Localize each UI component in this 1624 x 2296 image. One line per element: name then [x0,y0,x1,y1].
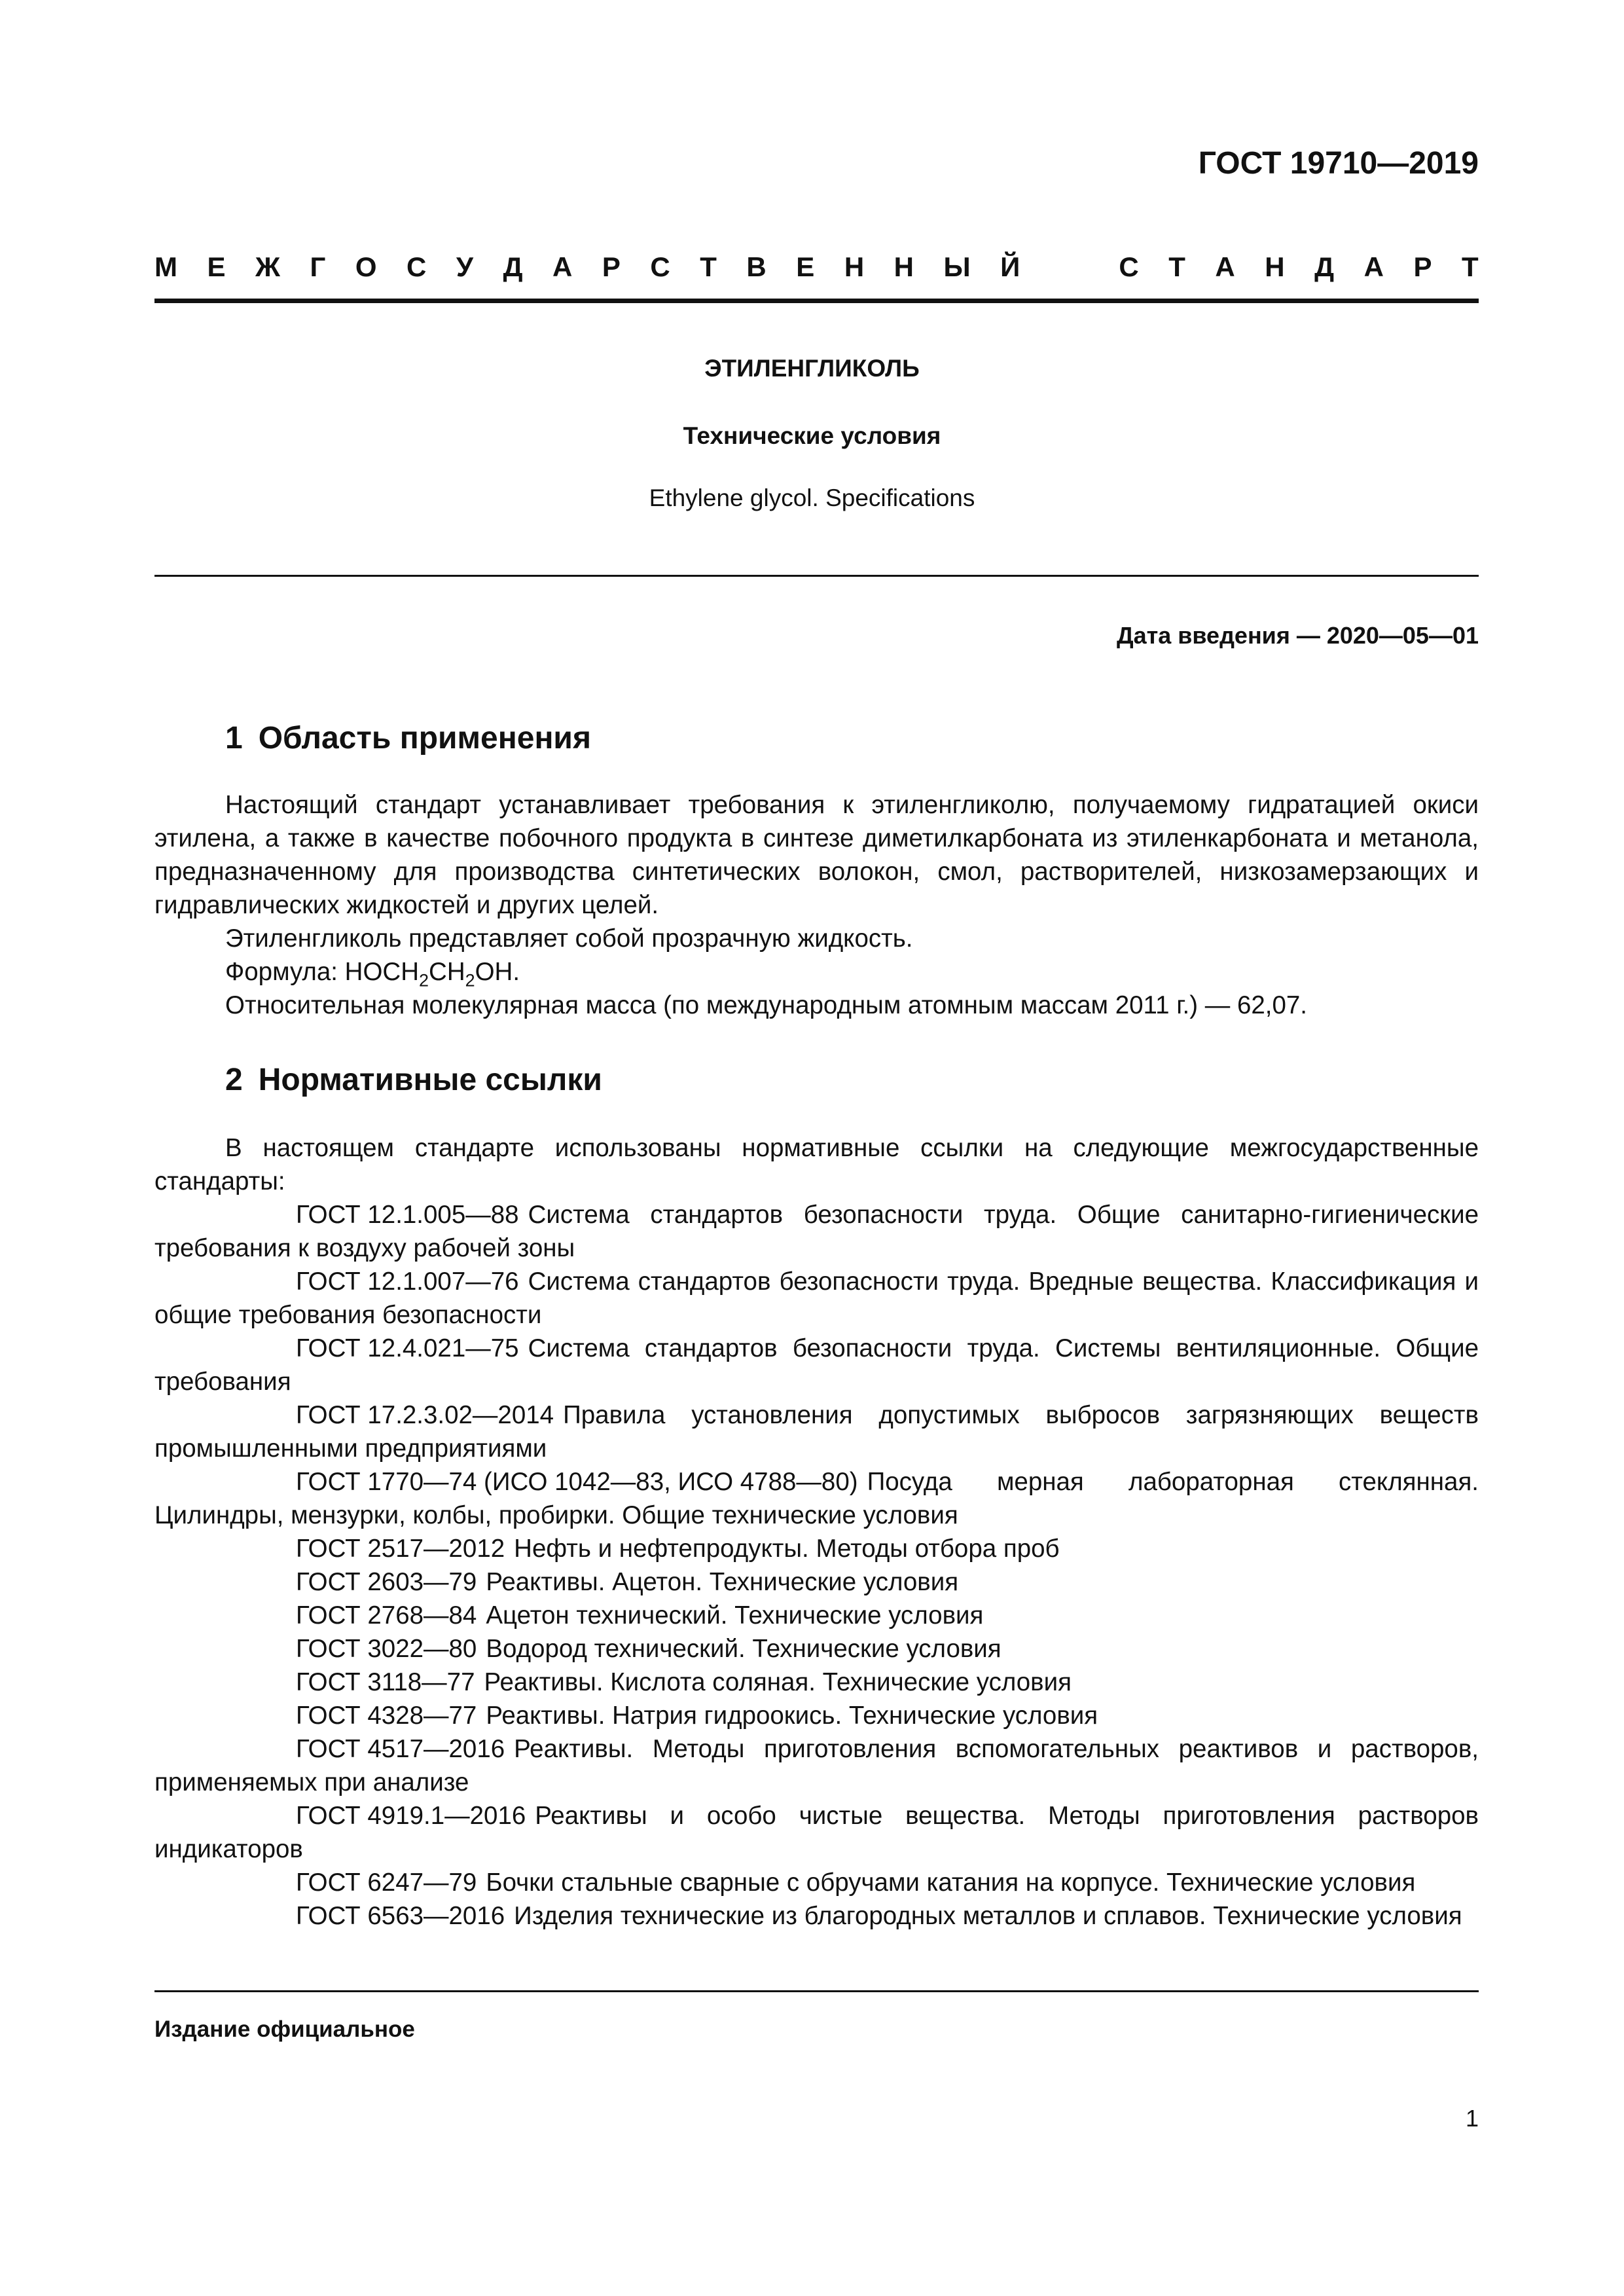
banner-letter: Ж [255,251,281,282]
banner-letter: Ы [943,251,971,282]
reference-code: ГОСТ 4328—77 [296,1702,477,1730]
footer-rule [154,1990,1479,1992]
reference-text: Посуда мерная лабораторная стеклянная. Цилиндры, мензурки, колбы, пробирки. Общие технические условия [154,1468,1479,1529]
reference-item [154,1332,1479,1398]
banner-letter: Д [503,251,523,282]
reference-code: ГОСТ 17.2.3.02—2014 [296,1401,554,1429]
reference-item [154,1198,1479,1265]
banner-letter: В [746,251,767,282]
banner-letter: А [552,251,573,282]
reference-item [154,1532,1479,1565]
section-heading-references [225,1062,602,1098]
reference-text: Реактивы и особо чистые вещества. Методы приготовления растворов индикаторов [154,1802,1479,1863]
section-heading-scope [225,720,591,756]
reference-item [154,1899,1479,1933]
reference-code: ГОСТ 12.1.005—88 [296,1201,519,1229]
section-title: Нормативные ссылки [258,1063,602,1097]
reference-text: Правила установления допустимых выбросов загрязняющих веществ промышленными предприятиями [154,1401,1479,1463]
reference-text: Нефть и нефтепродукты. Методы отбора проб [514,1535,1060,1563]
banner-letter: Н [893,251,914,282]
reference-text: Реактивы. Кислота соляная. Технические условия [484,1668,1072,1696]
section-number: 1 [225,721,243,756]
reference-text: Бочки стальные сварные с обручами катания на корпусе. Технические условия [486,1868,1416,1897]
reference-item [154,1265,1479,1332]
section-body-references [154,1131,1479,1933]
document-title: ЭТИЛЕНГЛИКОЛЬ [704,355,920,382]
reference-code: ГОСТ 12.4.021—75 [296,1334,519,1362]
banner-letter: Н [844,251,865,282]
section-body-scope [154,788,1479,1022]
official-edition-label: Издание официальное [154,2016,415,2042]
reference-item [154,1732,1479,1799]
document-title-english: Ethylene glycol. Specifications [649,484,975,511]
section-number: 2 [225,1063,243,1097]
reference-code: ГОСТ 1770—74 (ИСО 1042—83, ИСО 4788—80) [296,1468,858,1496]
introduction-date: Дата введения — 2020—05—01 [1116,622,1479,649]
document-code: ГОСТ 19710—2019 [1198,146,1479,181]
reference-text: Система стандартов безопасности труда. Вредные вещества. Классификация и общие требования безопасности [154,1267,1479,1329]
header-rule [154,299,1479,303]
formula-part: CH [429,958,465,986]
page-number: 1 [1465,2105,1479,2132]
formula-label: Формула: [225,958,345,986]
reference-code: ГОСТ 4517—2016 [296,1735,505,1763]
section-title: Область применения [258,721,591,756]
formula-subscript: 2 [465,970,475,991]
banner-letter: Е [796,251,815,282]
banner-letter: Р [602,251,621,282]
reference-item [154,1398,1479,1465]
reference-text: Реактивы. Натрия гидроокись. Технические условия [486,1702,1098,1730]
banner-letter: Т [1168,251,1185,282]
reference-text: Система стандартов безопасности труда. Общие санитарно-гигиенические требования к воздуху рабочей зоны [154,1201,1479,1262]
reference-text: Система стандартов безопасности труда. Системы вентиляционные. Общие требования [154,1334,1479,1396]
reference-text: Реактивы. Методы приготовления вспомогательных реактивов и растворов, применяемых при анализе [154,1735,1479,1796]
reference-item [154,1632,1479,1666]
formula-part: OH. [475,958,520,986]
reference-code: ГОСТ 12.1.007—76 [296,1267,519,1296]
scope-paragraph: Этиленгликоль представляет собой прозрачную жидкость. [225,924,913,953]
formula-subscript: 2 [419,970,429,991]
interstate-standard-banner [154,247,1479,287]
formula-part: HOCH [344,958,420,986]
banner-letter: А [1215,251,1235,282]
reference-item [154,1799,1479,1866]
banner-letter: М [154,251,177,282]
banner-letter: Т [1461,251,1479,282]
reference-code: ГОСТ 2768—84 [296,1601,477,1630]
banner-letter: Н [1265,251,1285,282]
banner-letter: Г [310,251,326,282]
reference-text: Водород технический. Технические условия [486,1635,1001,1663]
reference-code: ГОСТ 3022—80 [296,1635,477,1663]
banner-letter: Е [207,251,226,282]
banner-letter: С [650,251,670,282]
banner-letter: А [1363,251,1384,282]
reference-text: Реактивы. Ацетон. Технические условия [486,1568,959,1596]
reference-code: ГОСТ 6247—79 [296,1868,477,1897]
reference-text: Изделия технические из благородных металлов и сплавов. Технические условия [514,1902,1462,1930]
reference-text: Ацетон технический. Технические условия [486,1601,984,1630]
title-divider [154,575,1479,577]
banner-letter: Т [700,251,717,282]
banner-letter: С [1119,251,1139,282]
document-subtitle: Технические условия [683,422,941,449]
banner-letter: Р [1413,251,1432,282]
banner-letter: О [355,251,377,282]
banner-letter: С [406,251,427,282]
reference-code: ГОСТ 2517—2012 [296,1535,505,1563]
reference-item [154,1465,1479,1532]
banner-letter: У [456,251,474,282]
formula-line [154,955,1479,989]
reference-code: ГОСТ 6563—2016 [296,1902,505,1930]
banner-letter: Й [1000,251,1020,282]
reference-item [154,1565,1479,1599]
banner-letter: Д [1314,251,1335,282]
reference-code: ГОСТ 4919.1—2016 [296,1802,526,1830]
reference-item [154,1699,1479,1732]
scope-paragraph: Настоящий стандарт устанавливает требования к этиленгликолю, получаемому гидратацией окиси этилена, а также в качестве побочного продукта в синтезе диметилкарбоната из этиленкарбоната и метанола, предназначенному для производства синтетических волокон, смол, растворителей, низкозамерзающих и гидравлических жидкостей и других целей. [154,791,1479,919]
references-intro: В настоящем стандарте использованы нормативные ссылки на следующие межгосударственные стандарты: [154,1134,1479,1195]
reference-code: ГОСТ 3118—77 [296,1668,475,1696]
molecular-mass-line: Относительная молекулярная масса (по международным атомным массам 2011 г.) — 62,07. [225,991,1307,1019]
reference-code: ГОСТ 2603—79 [296,1568,477,1596]
reference-item [154,1599,1479,1632]
reference-item [154,1666,1479,1699]
reference-item [154,1866,1479,1899]
